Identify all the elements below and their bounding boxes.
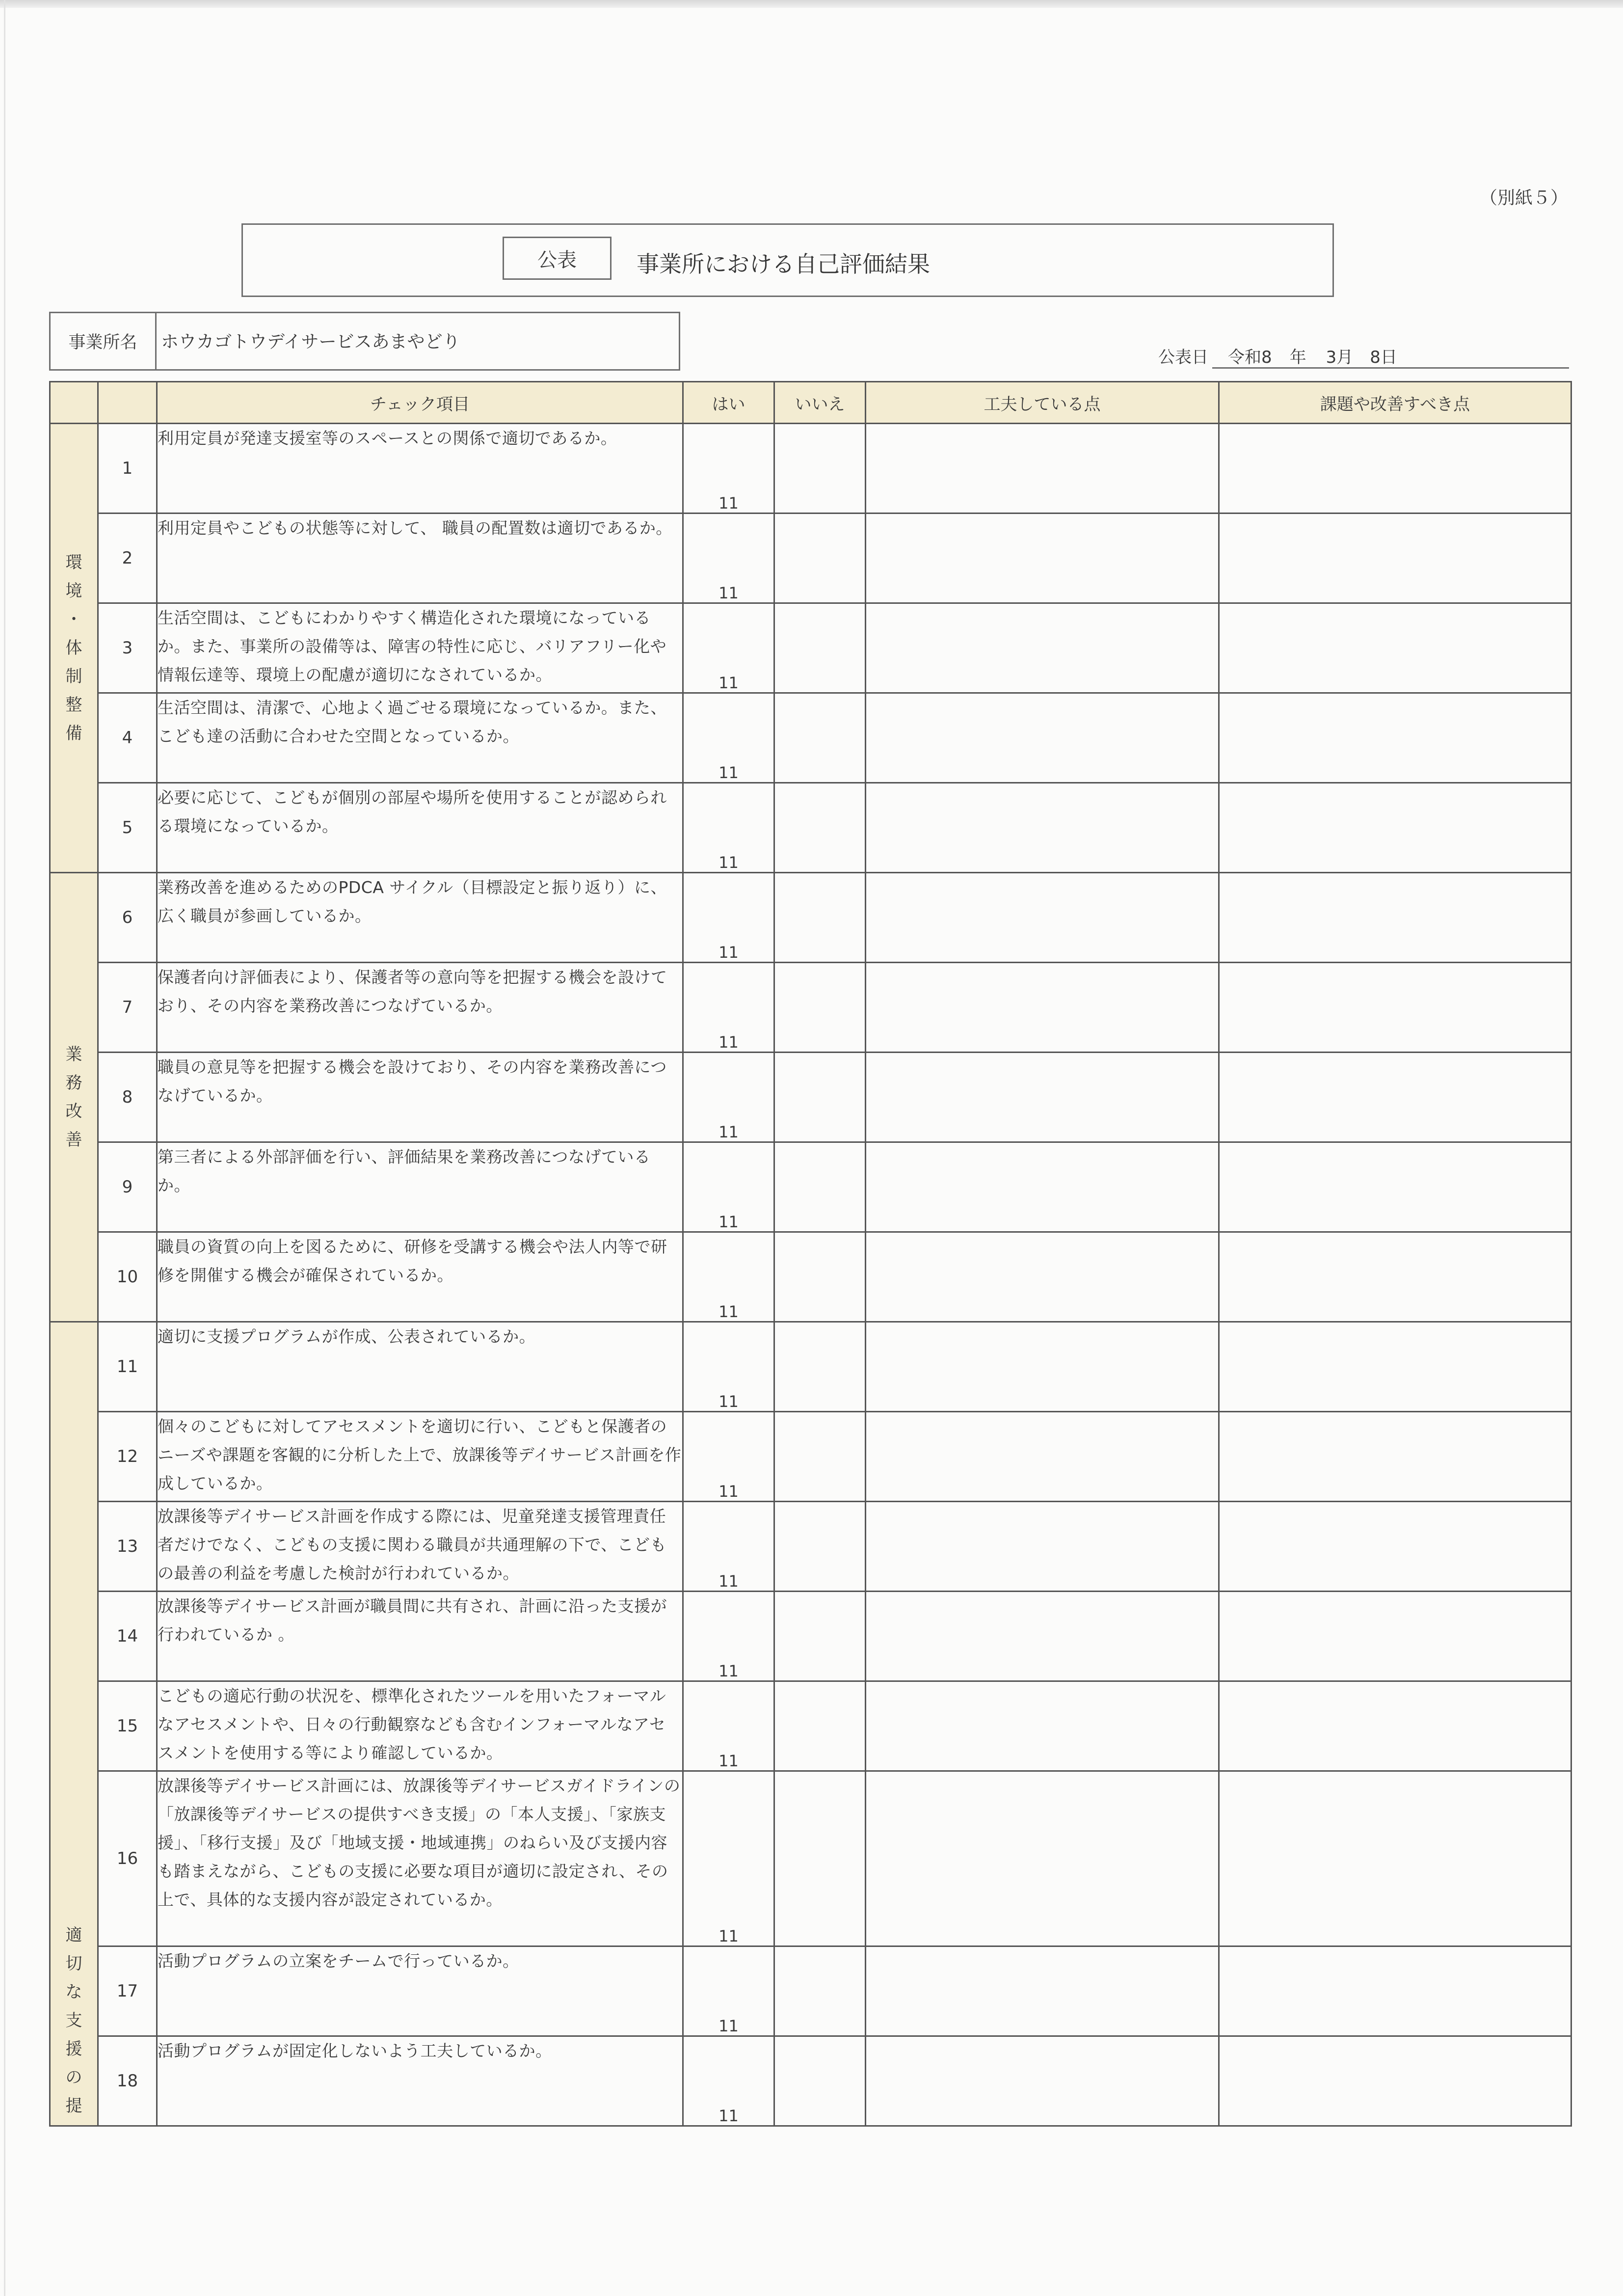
issues-cell (1219, 1681, 1571, 1771)
table-row (50, 1142, 1571, 1232)
no-count-cell (774, 963, 866, 1053)
ingenuity-cell (866, 1053, 1219, 1142)
check-item-text: 放課後等デイサービス計画が職員間に共有され、計画に沿った支援が行われているか 。 (157, 1592, 683, 1681)
table-row (50, 1322, 1571, 1412)
issues-cell (1219, 1502, 1571, 1592)
publication-date (1158, 344, 1397, 368)
category-char: 境 (65, 581, 82, 601)
ingenuity-cell (866, 1142, 1219, 1232)
item-number: 12 (98, 1412, 157, 1502)
no-count-cell (774, 1681, 866, 1771)
category-char: 改 (65, 1102, 82, 1121)
table-row (50, 1232, 1571, 1322)
header-issues: 課題や改善すべき点 (1219, 382, 1571, 424)
item-number: 14 (98, 1592, 157, 1681)
category-char: 提 (65, 2096, 82, 2116)
item-number: 5 (98, 783, 157, 873)
table-row (50, 1502, 1571, 1592)
yes-count: 11 (683, 424, 774, 513)
check-item-text: 活動プログラムの立案をチームで行っているか。 (157, 1946, 683, 2036)
header-check-item: チェック項目 (157, 382, 683, 424)
item-number: 4 (98, 693, 157, 783)
check-item-text: 放課後等デイサービス計画には、放課後等デイサービスガイドラインの「放課後等デイサービスの提供すべき支援」の「本人支援」、「家族支援」、「移行支援」及び「地域支援・地域連携」のねらい及び支援内容も踏まえながら、こどもの支援に必要な項目が適切に設定され、その上で、具体的な支援内容が設定されているか。 (157, 1771, 683, 1946)
yes-count: 11 (683, 1592, 774, 1681)
category-char: 適 (65, 1925, 82, 1945)
scan-top-edge (0, 0, 1623, 8)
ingenuity-cell (866, 963, 1219, 1053)
ingenuity-cell (866, 783, 1219, 873)
office-box (49, 312, 680, 371)
ingenuity-cell (866, 1232, 1219, 1322)
no-count-cell (774, 1322, 866, 1412)
yes-count: 11 (683, 1232, 774, 1322)
table-row (50, 1681, 1571, 1771)
no-count-cell (774, 424, 866, 513)
no-count-cell (774, 693, 866, 783)
issues-cell (1219, 2036, 1571, 2126)
category-char: 務 (65, 1073, 82, 1093)
item-number: 6 (98, 873, 157, 963)
item-number: 18 (98, 2036, 157, 2126)
table-row (50, 1946, 1571, 2036)
item-number: 13 (98, 1502, 157, 1592)
header-blank-category (50, 382, 98, 424)
item-number: 7 (98, 963, 157, 1053)
issues-cell (1219, 873, 1571, 963)
ingenuity-cell (866, 1592, 1219, 1681)
yes-count: 11 (683, 603, 774, 693)
header-no: いいえ (774, 382, 866, 424)
issues-cell (1219, 783, 1571, 873)
public-label: 公表 (537, 248, 577, 271)
no-count-cell (774, 783, 866, 873)
item-number: 8 (98, 1053, 157, 1142)
category-cell (50, 1322, 98, 2126)
yes-count: 11 (683, 783, 774, 873)
table-row (50, 2036, 1571, 2126)
check-item-text: 個々のこどもに対してアセスメントを適切に行い、こどもと保護者のニーズや課題を客観的に分析した上で、放課後等デイサービス計画を作成しているか。 (157, 1412, 683, 1502)
no-count-cell (774, 1412, 866, 1502)
item-number: 17 (98, 1946, 157, 2036)
check-item-text: 生活空間は、こどもにわかりやすく構造化された環境になっているか。また、事業所の設備等は、障害の特性に応じ、バリアフリー化や情報伝達等、環境上の配慮が適切になされているか。 (157, 603, 683, 693)
table-row (50, 1771, 1571, 1946)
pubdate-label: 公表日 (1158, 348, 1208, 367)
ingenuity-cell (866, 603, 1219, 693)
item-number: 2 (98, 513, 157, 603)
check-item-text: 職員の資質の向上を図るために、研修を受講する機会や法人内等で研修を開催する機会が確保されているか。 (157, 1232, 683, 1322)
pubdate-era-year: 令和8 (1228, 348, 1272, 367)
no-count-cell (774, 1142, 866, 1232)
ingenuity-cell (866, 693, 1219, 783)
ingenuity-cell (866, 1322, 1219, 1412)
ingenuity-cell (866, 1412, 1219, 1502)
table-row (50, 783, 1571, 873)
category-char: 切 (65, 1954, 82, 1973)
no-count-cell (774, 1771, 866, 1946)
ingenuity-cell (866, 873, 1219, 963)
category-char: の (65, 2068, 82, 2087)
category-char: 善 (65, 1130, 82, 1150)
category-cell (50, 424, 98, 873)
attachment-label: （別紙５） (1480, 188, 1569, 208)
category-cell (50, 873, 98, 1322)
no-count-cell (774, 1053, 866, 1142)
issues-cell (1219, 963, 1571, 1053)
table-row (50, 963, 1571, 1053)
yes-count: 11 (683, 693, 774, 783)
category-char: 支 (65, 2011, 82, 2030)
yes-count: 11 (683, 513, 774, 603)
check-item-text: 生活空間は、清潔で、心地よく過ごせる環境になっているか。また、こども達の活動に合わせた空間となっているか。 (157, 693, 683, 783)
item-number: 16 (98, 1771, 157, 1946)
no-count-cell (774, 1592, 866, 1681)
table-row (50, 1412, 1571, 1502)
scan-left-edge (4, 0, 5, 2296)
issues-cell (1219, 513, 1571, 603)
no-count-cell (774, 1232, 866, 1322)
issues-cell (1219, 1771, 1571, 1946)
pubdate-underline (1212, 367, 1569, 369)
item-number: 15 (98, 1681, 157, 1771)
no-count-cell (774, 2036, 866, 2126)
yes-count: 11 (683, 1771, 774, 1946)
ingenuity-cell (866, 2036, 1219, 2126)
table-row (50, 424, 1571, 513)
page-title: 事業所における自己評価結果 (637, 251, 930, 277)
yes-count: 11 (683, 1142, 774, 1232)
issues-cell (1219, 1142, 1571, 1232)
pubdate-year-unit: 年 (1289, 348, 1306, 367)
category-char: 業 (65, 1045, 82, 1064)
yes-count: 11 (683, 1322, 774, 1412)
yes-count: 11 (683, 1053, 774, 1142)
category-char: 援 (65, 2039, 82, 2059)
category-char: 制 (65, 667, 82, 686)
item-number: 10 (98, 1232, 157, 1322)
table-row (50, 513, 1571, 603)
no-count-cell (774, 1502, 866, 1592)
pubdate-day: 8日 (1370, 348, 1397, 367)
yes-count: 11 (683, 1502, 774, 1592)
category-char: な (65, 1982, 82, 2002)
issues-cell (1219, 693, 1571, 783)
ingenuity-cell (866, 513, 1219, 603)
table-row (50, 1592, 1571, 1681)
yes-count: 11 (683, 1412, 774, 1502)
item-number: 3 (98, 603, 157, 693)
office-label: 事業所名 (51, 313, 157, 369)
evaluation-table (49, 381, 1572, 2127)
check-item-text: こどもの適応行動の状況を、標準化されたツールを用いたフォーマルなアセスメントや、日々の行動観察なども含むインフォーマルなアセスメントを使用する等により確認しているか。 (157, 1681, 683, 1771)
ingenuity-cell (866, 1771, 1219, 1946)
yes-count: 11 (683, 1681, 774, 1771)
table-row (50, 603, 1571, 693)
header-yes: はい (683, 382, 774, 424)
item-number: 1 (98, 424, 157, 513)
yes-count: 11 (683, 2036, 774, 2126)
item-number: 11 (98, 1322, 157, 1412)
office-name: ホウカゴトウデイサービスあまやどり (161, 332, 460, 352)
ingenuity-cell (866, 424, 1219, 513)
check-item-text: 職員の意見等を把握する機会を設けており、その内容を業務改善につなげているか。 (157, 1053, 683, 1142)
table-header-row (50, 382, 1571, 424)
public-label-box (503, 237, 612, 280)
no-count-cell (774, 873, 866, 963)
no-count-cell (774, 513, 866, 603)
ingenuity-cell (866, 1502, 1219, 1592)
issues-cell (1219, 1322, 1571, 1412)
no-count-cell (774, 1946, 866, 2036)
pubdate-month: 3月 (1326, 348, 1354, 367)
check-item-text: 利用定員やこどもの状態等に対して、 職員の配置数は適切であるか。 (157, 513, 683, 603)
check-item-text: 放課後等デイサービス計画を作成する際には、児童発達支援管理責任者だけでなく、こどもの支援に関わる職員が共通理解の下で、こどもの最善の利益を考慮した検討が行われているか。 (157, 1502, 683, 1592)
check-item-text: 業務改善を進めるためのPDCA サイクル（目標設定と振り返り）に、広く職員が参画しているか。 (157, 873, 683, 963)
check-item-text: 活動プログラムが固定化しないよう工夫しているか。 (157, 2036, 683, 2126)
check-item-text: 保護者向け評価表により、保護者等の意向等を把握する機会を設けており、その内容を業務改善につなげているか。 (157, 963, 683, 1053)
yes-count: 11 (683, 963, 774, 1053)
issues-cell (1219, 1232, 1571, 1322)
check-item-text: 利用定員が発達支援室等のスペースとの関係で適切であるか。 (157, 424, 683, 513)
header-blank-number (98, 382, 157, 424)
ingenuity-cell (866, 1946, 1219, 2036)
category-char: ・ (65, 610, 82, 629)
issues-cell (1219, 603, 1571, 693)
issues-cell (1219, 424, 1571, 513)
item-number: 9 (98, 1142, 157, 1232)
check-item-text: 必要に応じて、こどもが個別の部屋や場所を使用することが認められる環境になっているか。 (157, 783, 683, 873)
table-row (50, 693, 1571, 783)
issues-cell (1219, 1053, 1571, 1142)
ingenuity-cell (866, 1681, 1219, 1771)
issues-cell (1219, 1412, 1571, 1502)
check-item-text: 第三者による外部評価を行い、評価結果を業務改善につなげているか。 (157, 1142, 683, 1232)
check-item-text: 適切に支援プログラムが作成、公表されているか。 (157, 1322, 683, 1412)
header-ingenuity: 工夫している点 (866, 382, 1219, 424)
category-char: 整 (65, 695, 82, 715)
no-count-cell (774, 603, 866, 693)
category-char: 体 (65, 638, 82, 658)
category-char: 環 (65, 553, 82, 572)
yes-count: 11 (683, 1946, 774, 2036)
category-char: 備 (65, 724, 82, 743)
yes-count: 11 (683, 873, 774, 963)
table-row (50, 873, 1571, 963)
table-row (50, 1053, 1571, 1142)
issues-cell (1219, 1946, 1571, 2036)
issues-cell (1219, 1592, 1571, 1681)
